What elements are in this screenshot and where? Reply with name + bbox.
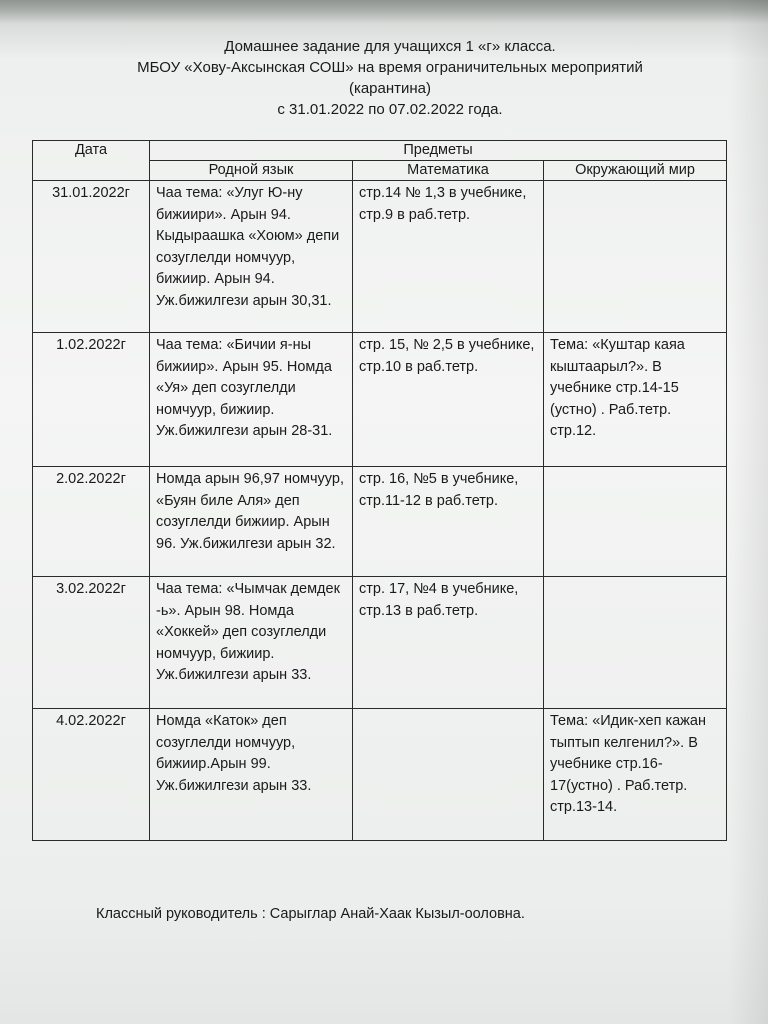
row-date: 4.02.2022г: [33, 709, 150, 841]
subject-world: Окружающий мир: [544, 161, 727, 181]
row-math: [353, 709, 544, 841]
col-date-header: Дата: [33, 141, 150, 181]
homework-table: [32, 140, 727, 841]
table-row: [33, 181, 727, 333]
row-world: Тема: «Куштар каяа кыштаарыл?». В учебнике стр.14-15 (устно) . Раб.тетр. стр.12.: [544, 333, 727, 467]
header-quarantine: (карантина): [348, 80, 432, 97]
header-school: МБОУ «Хову-Аксынская СОШ» на время ограничительных мероприятий: [137, 59, 643, 76]
row-world: [544, 181, 727, 333]
header-title: Домашнее задание для учащихся 1 «г» класса.: [224, 38, 556, 55]
row-world: Тема: «Идик-хеп кажан тыптып келгенил?». В учебнике стр.16-17(устно) . Раб.тетр. стр.13-14.: [544, 709, 727, 841]
class-teacher-signature-line: Классный руководитель : Сарыглар Анай-Хаак Кызыл-ооловна.: [96, 906, 525, 922]
row-world: [544, 467, 727, 577]
row-math: стр. 17, №4 в учебнике, стр.13 в раб.тетр.: [353, 577, 544, 709]
table-row: [33, 333, 727, 467]
row-date: 3.02.2022г: [33, 577, 150, 709]
header-row: [33, 141, 727, 161]
row-native-language: Чаа тема: «Улуг Ю-ну бижиири». Арын 94. Кыдыраашка «Хоюм» депи созуглелди номчуур, бижиир. Арын 94. Уж.бижилгези арын 30,31.: [150, 181, 353, 333]
row-math: стр. 16, №5 в учебнике, стр.11-12 в раб.тетр.: [353, 467, 544, 577]
row-date: 2.02.2022г: [33, 467, 150, 577]
row-native-language: Чаа тема: «Бичии я-ны бижиир». Арын 95. Номда «Уя» деп созуглелди номчуур, бижиир. Уж.бижилгези арын 28-31.: [150, 333, 353, 467]
row-world: [544, 577, 727, 709]
paper-shadow: [728, 0, 768, 1024]
col-subjects-header: Предметы: [150, 141, 727, 161]
row-math: стр.14 № 1,3 в учебнике, стр.9 в раб.тетр.: [353, 181, 544, 333]
row-native-language: Номда арын 96,97 номчуур, «Буян биле Аля» деп созуглелди бижиир. Арын 96. Уж.бижилгези арын 32.: [150, 467, 353, 577]
row-native-language: Номда «Каток» деп созуглелди номчуур, бижиир.Арын 99. Уж.бижилгези арын 33.: [150, 709, 353, 841]
row-date: 31.01.2022г: [33, 181, 150, 333]
table-row: [33, 577, 727, 709]
subject-native-language: Родной язык: [150, 161, 353, 181]
row-native-language: Чаа тема: «Чымчак демдек -ь». Арын 98. Номда «Хоккей» деп созуглелди номчуур, бижиир. Уж.бижилгези арын 33.: [150, 577, 353, 709]
header-date-range: с 31.01.2022 по 07.02.2022 года.: [277, 101, 503, 118]
table-row: [33, 467, 727, 577]
table-row: [33, 709, 727, 841]
row-math: стр. 15, № 2,5 в учебнике, стр.10 в раб.тетр.: [353, 333, 544, 467]
document-header: [80, 36, 700, 120]
row-date: 1.02.2022г: [33, 333, 150, 467]
subject-math: Математика: [353, 161, 544, 181]
